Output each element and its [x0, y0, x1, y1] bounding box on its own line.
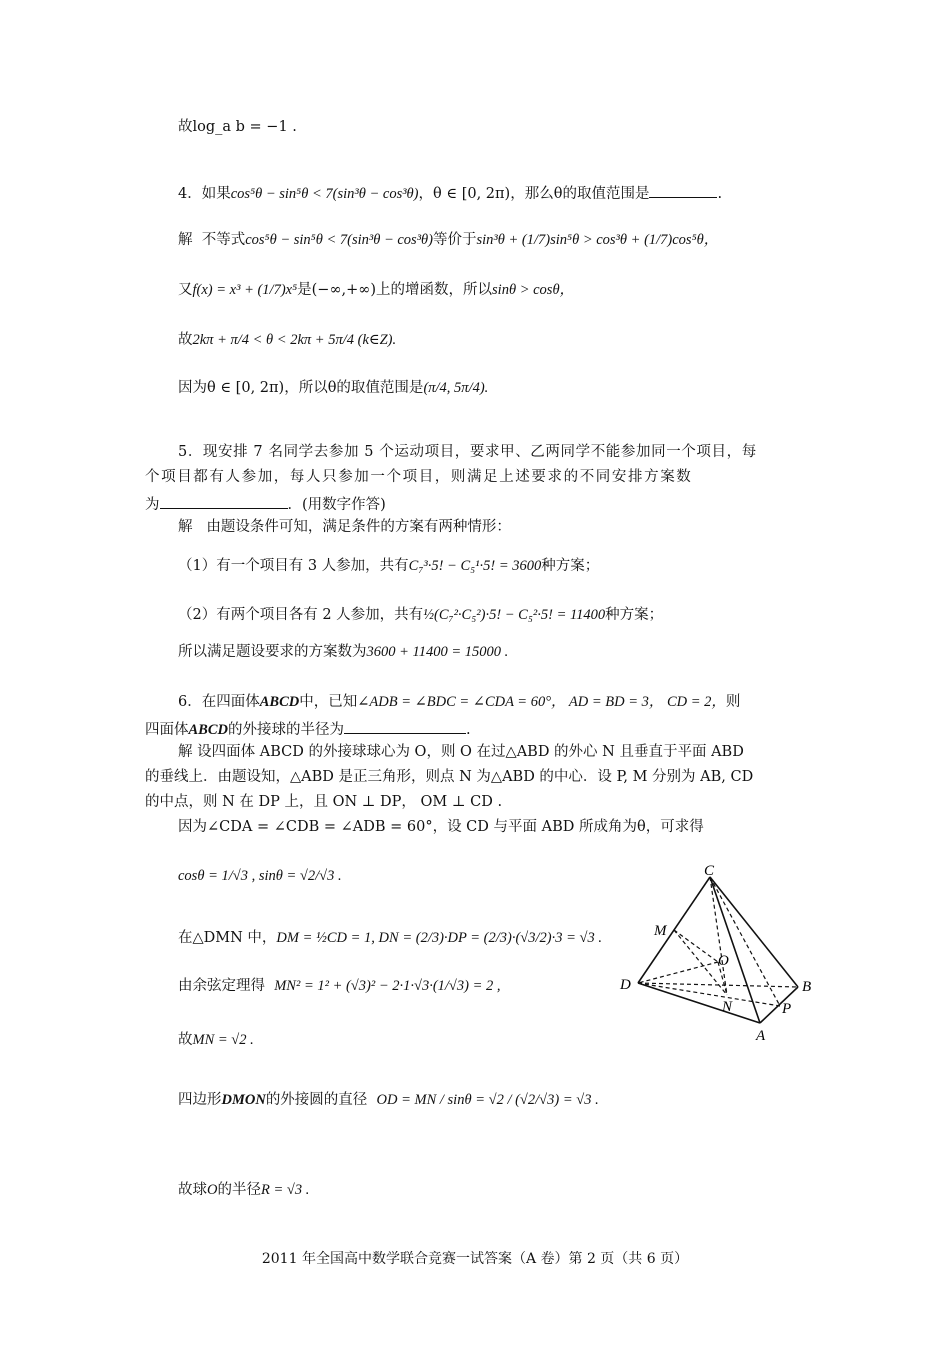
q6-stem-text: 6．在四面体	[178, 694, 260, 710]
figure-label-N: N	[722, 999, 733, 1015]
figure-label-B: B	[802, 979, 812, 995]
q6-dmon	[178, 1090, 599, 1110]
figure-label-D: D	[620, 977, 631, 993]
q5-sol-text: 种方案；	[541, 558, 600, 574]
q6-sol-formula: MN = √2 .	[192, 1032, 254, 1048]
q5-sol-formula: C₇³·5! − C₅¹·5! = 3600	[408, 558, 542, 574]
q6-sol-text: 四边形	[178, 1092, 222, 1108]
q5-sol-text: 种方案；	[605, 607, 664, 623]
q6-sol-formula: R = √3 .	[260, 1182, 310, 1198]
q6-sol-formula: DMON	[221, 1092, 266, 1108]
q6-sol-formula: DM = ½CD = 1, DN = (2/3)·DP = (2/3)·(√3/2)·3 = √3 .	[276, 930, 602, 946]
q6-sol-text: 由余弦定理得	[178, 978, 265, 994]
q6-sol-text: 在△DMN 中，	[178, 930, 277, 946]
edge-AB	[760, 987, 798, 1023]
figure-label-P: P	[782, 1001, 792, 1017]
q4-answer-blank	[649, 181, 717, 198]
figure-label-A: A	[756, 1028, 766, 1044]
q6-stem-text: 则	[725, 694, 741, 710]
prev-conclusion-text: 故log_a b = −1 .	[178, 119, 297, 135]
q4-solution-line-3	[178, 330, 396, 350]
q6-stem-text: 四面体	[145, 722, 189, 738]
q6-stem-formula: ABCD	[188, 722, 228, 738]
q6-sol-text: 的垂线上．由题设知，△ABD 是正三角形，则点 N 为△ABD 的中心．设 P, M 分别为 AB, CD	[145, 769, 754, 785]
q5-answer-blank	[160, 492, 288, 509]
figure-label-O: O	[718, 953, 729, 969]
q5-sol-text: （1）有一个项目有 3 人参加，共有	[178, 558, 409, 574]
q6-solution-line-3	[145, 792, 502, 812]
q4-stem-inequality: cos⁵θ − sin⁵θ < 7(sin³θ − cos³θ)	[230, 186, 419, 202]
q5-solution-intro	[178, 517, 511, 537]
q6-sol-text: 的中点，则 N 在 DP 上，且 ON ⊥ DP， OM ⊥ CD .	[145, 794, 503, 810]
q6-solution-label: 解	[178, 744, 193, 760]
q4-stem-prefix: 4．如果	[178, 186, 231, 202]
q6-mn	[178, 1030, 254, 1050]
q6-sol-text: 设四面体 ABCD 的外接球球心为 O，则 O 在过△ABD 的外心 N 且垂直于平面 ABD	[197, 744, 744, 760]
q4-sol-text: 因为θ ∈ [0, 2π)，所以θ的取值范围是	[178, 380, 424, 396]
q6-sol-text: 故	[178, 1032, 193, 1048]
q4-solution-label: 解	[178, 232, 193, 248]
q4-stem-end: .	[717, 186, 723, 202]
edge-DA	[638, 983, 760, 1023]
q6-stem-line-1	[178, 692, 740, 712]
q6-solution-line-2	[145, 767, 753, 787]
q4-sol-text: 故	[178, 332, 193, 348]
q4-stem	[178, 181, 722, 204]
q6-sol-text: 的半径	[217, 1182, 261, 1198]
q6-sol-formula: O	[207, 1182, 218, 1198]
q4-sol-text: 不等式	[201, 232, 246, 248]
q5-solution-label: 解	[178, 519, 193, 535]
q5-sol-formula: ½(C₇²·C₅²)·5! − C₅²·5! = 11400	[423, 607, 606, 623]
q5-stem-text: 为	[145, 497, 160, 513]
q6-cos-sin	[178, 866, 342, 886]
q6-stem-formula: ABCD	[259, 694, 300, 710]
q5-stem-line-1	[178, 442, 757, 462]
q5-sol-text: 所以满足题设要求的方案数为	[178, 644, 367, 660]
q6-radius	[178, 1180, 309, 1200]
q6-stem-text: 中，已知	[299, 694, 358, 710]
q5-case-2	[178, 605, 663, 625]
segment-MO	[674, 930, 718, 962]
q6-stem-formula: ∠ADB = ∠BDC = ∠CDA = 60°， AD = BD = 3， CD = 2，	[357, 694, 726, 710]
q4-sol-formula: sinθ > cosθ，	[492, 282, 575, 298]
q4-solution-line-4	[178, 378, 488, 398]
q5-case-1	[178, 556, 599, 576]
q6-solution-line-4	[178, 817, 704, 837]
figure-label-C: C	[704, 863, 715, 879]
q6-dmn	[178, 928, 602, 948]
q4-sol-formula: f(x) = x³ + (1/7)x⁵	[192, 282, 298, 298]
q5-sol-text: （2）有两个项目各有 2 人参加，共有	[178, 607, 424, 623]
q6-sol-text: 因为∠CDA = ∠CDB = ∠ADB = 60°，设 CD 与平面 ABD 所成角为θ，可求得	[178, 819, 704, 835]
q6-solution-line-1	[178, 742, 744, 762]
q5-stem-text: 5．现安排 7 名同学去参加 5 个运动项目，要求甲、乙两同学不能参加同一个项目，每	[178, 444, 757, 460]
figure-label-M: M	[654, 923, 667, 939]
q4-solution-line-2	[178, 280, 574, 300]
q5-stem-line-3	[145, 492, 386, 515]
q4-sol-text: 又	[178, 282, 193, 298]
q5-sol-formula: 3600 + 11400 = 15000 .	[366, 644, 509, 660]
q5-stem-text: ．(用数字作答)	[287, 497, 386, 513]
q5-stem-line-2	[145, 467, 692, 487]
q4-sol-formula: sin³θ + (1/7)sin⁵θ > cos³θ + (1/7)cos⁵θ，	[476, 232, 719, 248]
page-footer: 2011 年全国高中数学联合竞赛一试答案（A 卷）第 2 页（共 6 页）	[261, 1251, 689, 1267]
q4-sol-formula: 2kπ + π/4 < θ < 2kπ + 5π/4 (k∈Z).	[192, 332, 397, 348]
tetrahedron-figure	[610, 855, 820, 1050]
q6-stem-text: 的外接球的半径为	[228, 722, 344, 738]
prev-conclusion	[178, 117, 297, 137]
q6-sol-formula: MN² = 1² + (√3)² − 2·1·√3·(1/√3) = 2 ,	[274, 978, 501, 994]
q6-sol-formula: cosθ = 1/√3 , sinθ = √2/√3 .	[178, 868, 342, 884]
q6-stem-text: .	[466, 722, 471, 738]
q4-sol-text: 是(−∞,+∞)上的增函数，所以	[297, 282, 493, 298]
q6-sol-text: 的外接圆的直径	[265, 1092, 368, 1108]
q6-answer-blank	[344, 717, 466, 734]
q4-stem-question: ，θ ∈ [0, 2π)，那么θ的取值范围是	[418, 186, 650, 202]
q4-sol-formula: (π/4, 5π/4).	[423, 380, 489, 396]
q4-sol-formula: cos⁵θ − sin⁵θ < 7(sin³θ − cos³θ)	[245, 232, 433, 248]
q5-stem-text: 个项目都有人参加，每人只参加一个项目，则满足上述要求的不同安排方案数	[145, 469, 693, 485]
q4-solution-line-1	[178, 230, 718, 250]
q4-sol-text: 等价于	[433, 232, 477, 248]
q5-total	[178, 642, 508, 662]
q6-stem-line-2	[145, 717, 471, 740]
q6-cosine-law	[178, 976, 501, 996]
q5-sol-text: 由题设条件可知，满足条件的方案有两种情形：	[206, 519, 511, 535]
q6-sol-formula: OD = MN / sinθ = √2 / (√2/√3) = √3 .	[376, 1092, 599, 1108]
q6-sol-text: 故球	[178, 1182, 207, 1198]
